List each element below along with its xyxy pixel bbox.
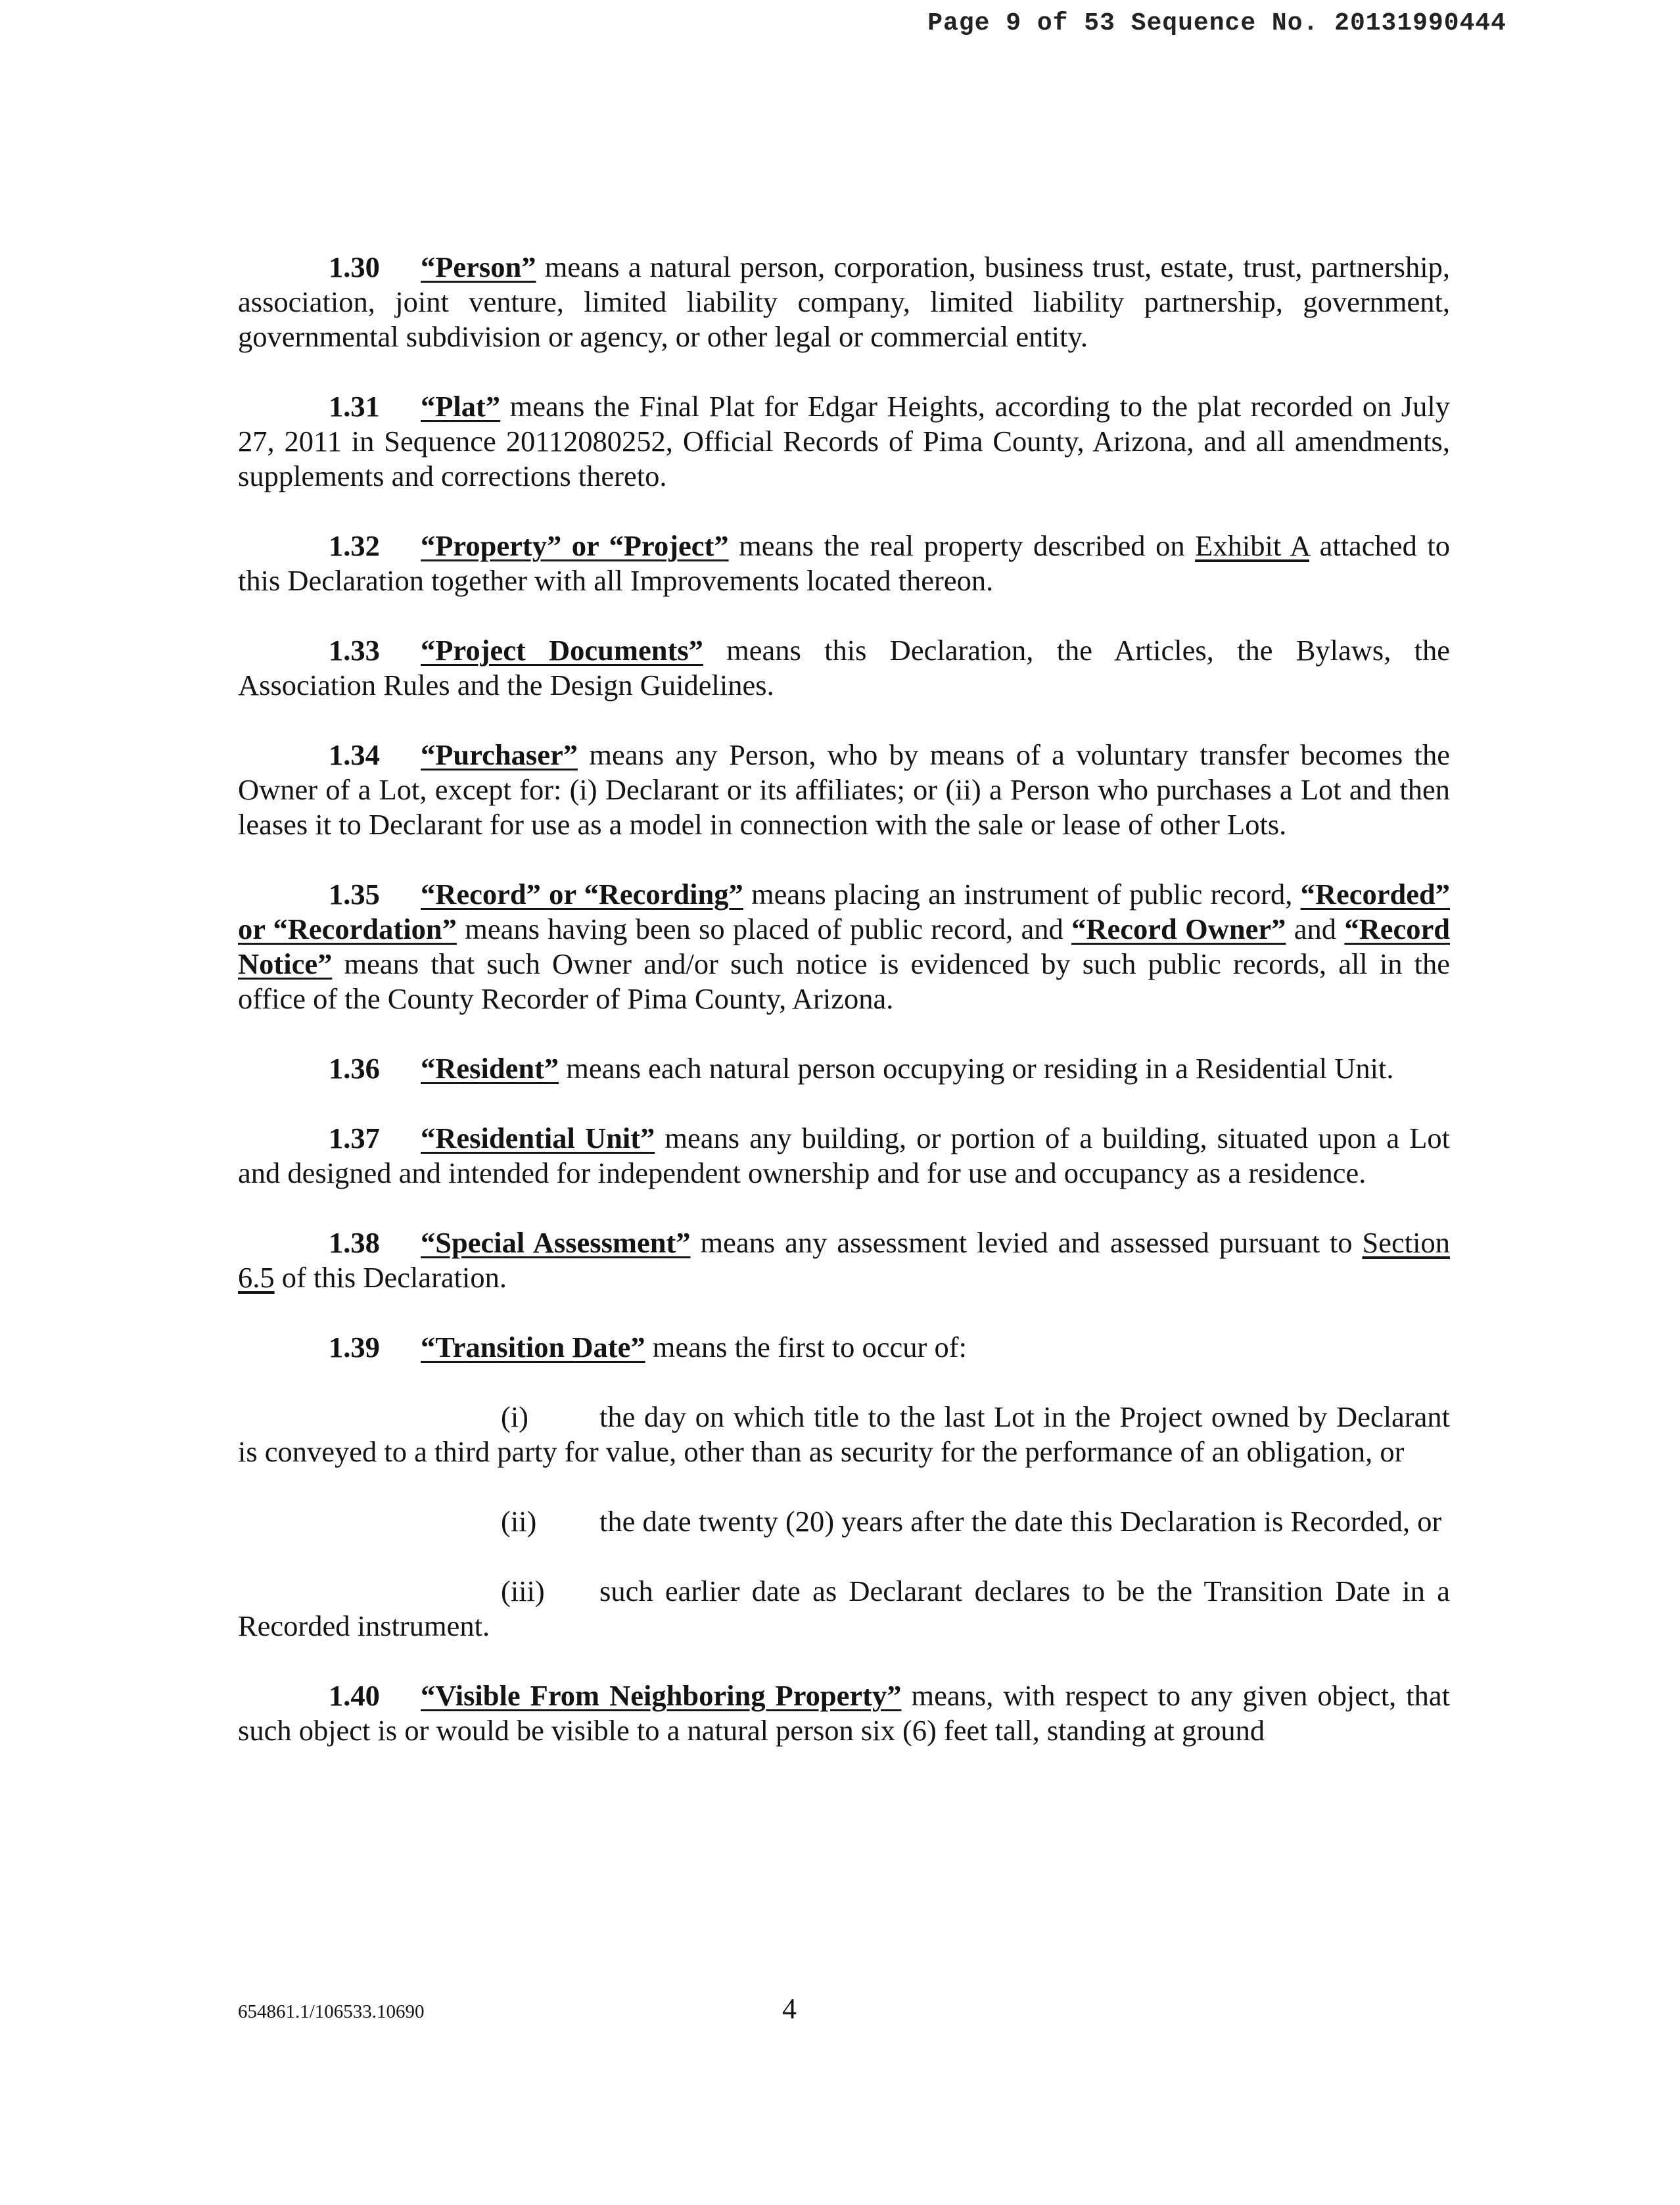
definition-text: means any assessment levied and assessed pursuant to — [690, 1226, 1363, 1259]
sub-item-number: (ii) — [501, 1505, 537, 1538]
section-number: 1.30 — [329, 250, 380, 283]
sub-item-text: the day on which title to the last Lot in the Project owned by Declarant is conveyed to a third party for value, other than as security for the performance of an obligation, or — [238, 1400, 1450, 1468]
definition-paragraph — [238, 529, 1450, 598]
definition-paragraph — [238, 1330, 1450, 1365]
sub-item-text: the date twenty (20) years after the date this Declaration is Recorded, or — [599, 1505, 1442, 1538]
definition-paragraph — [238, 389, 1450, 494]
section-number: 1.32 — [329, 529, 380, 562]
definition-text: of this Declaration. — [274, 1261, 507, 1294]
section-number: 1.33 — [329, 634, 380, 667]
section-number: 1.34 — [329, 738, 380, 771]
definition-paragraph — [238, 1225, 1450, 1295]
definition-text: means any building, or portion of a building, situated upon a Lot and designed and intended for independent ownership and for use and occupancy as a residence. — [238, 1122, 1450, 1189]
cross-reference: Section 6.5 — [238, 1226, 1450, 1294]
sub-item — [238, 1400, 1450, 1469]
definition-text: means placing an instrument of public record, — [743, 878, 1301, 911]
definition-paragraph — [238, 250, 1450, 354]
defined-term: “Person” — [421, 250, 536, 283]
cross-reference: Exhibit A — [1195, 529, 1309, 562]
defined-term: “Record Notice” — [238, 913, 1450, 980]
section-number: 1.35 — [329, 878, 380, 911]
section-number: 1.36 — [329, 1052, 380, 1085]
defined-term: “Project Documents” — [421, 634, 703, 667]
definition-text: means a natural person, corporation, business trust, estate, trust, partnership, association, joint venture, limited liability company, limited liability partnership, government, governmental subdivision or agency, or other legal or commercial entity. — [238, 250, 1450, 353]
footer-page-number: 4 — [782, 1993, 797, 2025]
defined-term: “Recorded” or “Recordation” — [238, 878, 1450, 945]
definition-text: means any Person, who by means of a voluntary transfer becomes the Owner of a Lot, except for: (i) Declarant or its affiliates; or (ii) a Person who purchases a Lot and then leases it to Declarant for use as a model in connection with the sale or lease of other Lots. — [238, 738, 1450, 841]
definition-text: means the Final Plat for Edgar Heights, according to the plat recorded on July 27, 2011 in Sequence 20112080252, Official Records of Pima County, Arizona, and all amendments, supplements and corrections thereto. — [238, 390, 1450, 492]
definition-paragraph — [238, 633, 1450, 703]
definition-text: means this Declaration, the Articles, the Bylaws, the Association Rules and the Design Guidelines. — [238, 634, 1450, 701]
defined-term: “Resident” — [421, 1052, 559, 1085]
definition-paragraph — [238, 1678, 1450, 1748]
document-body — [238, 250, 1450, 1783]
sub-item-text: such earlier date as Declarant declares to be the Transition Date in a Recorded instrument. — [238, 1575, 1450, 1642]
definition-text: attached to this Declaration together with all Improvements located thereon. — [238, 529, 1451, 597]
defined-term: “Transition Date” — [421, 1331, 645, 1363]
sub-item — [238, 1504, 1450, 1539]
page-header-sequence: Page 9 of 53 Sequence No. 20131990444 — [927, 9, 1506, 37]
section-number: 1.40 — [329, 1679, 380, 1712]
definition-paragraph — [238, 1121, 1450, 1191]
definition-text: means the first to occur of: — [645, 1331, 967, 1363]
defined-term: “Purchaser” — [421, 738, 578, 771]
section-number: 1.31 — [329, 390, 380, 423]
section-number: 1.38 — [329, 1226, 380, 1259]
defined-term: “Property” or “Project” — [421, 529, 729, 562]
defined-term: “Record Owner” — [1071, 913, 1286, 945]
sub-item-number: (i) — [501, 1400, 529, 1433]
defined-term: “Special Assessment” — [421, 1226, 691, 1259]
defined-term: “Record” or “Recording” — [421, 878, 743, 911]
definition-paragraph — [238, 1051, 1450, 1086]
section-number: 1.37 — [329, 1122, 380, 1154]
definition-text: means having been so placed of public record, and — [456, 913, 1072, 945]
defined-term: “Plat” — [421, 390, 501, 423]
definition-paragraph — [238, 877, 1450, 1016]
definition-text: means the real property described on — [728, 529, 1196, 562]
definition-text: and — [1286, 913, 1345, 945]
definition-paragraph — [238, 738, 1450, 842]
defined-term: “Residential Unit” — [421, 1122, 655, 1154]
defined-term: “Visible From Neighboring Property” — [421, 1679, 902, 1712]
footer-document-reference: 654861.1/106533.10690 — [238, 2001, 425, 2022]
definition-text: means, with respect to any given object, that such object is or would be visible to a natural person six (6) feet tall, standing at ground — [238, 1679, 1450, 1747]
sub-item-number: (iii) — [501, 1575, 545, 1607]
definition-text: means each natural person occupying or residing in a Residential Unit. — [559, 1052, 1394, 1085]
definition-text: means that such Owner and/or such notice is evidenced by such public records, all in the office of the County Recorder of Pima County, Arizona. — [238, 947, 1450, 1015]
sub-item — [238, 1574, 1450, 1644]
section-number: 1.39 — [329, 1331, 380, 1363]
